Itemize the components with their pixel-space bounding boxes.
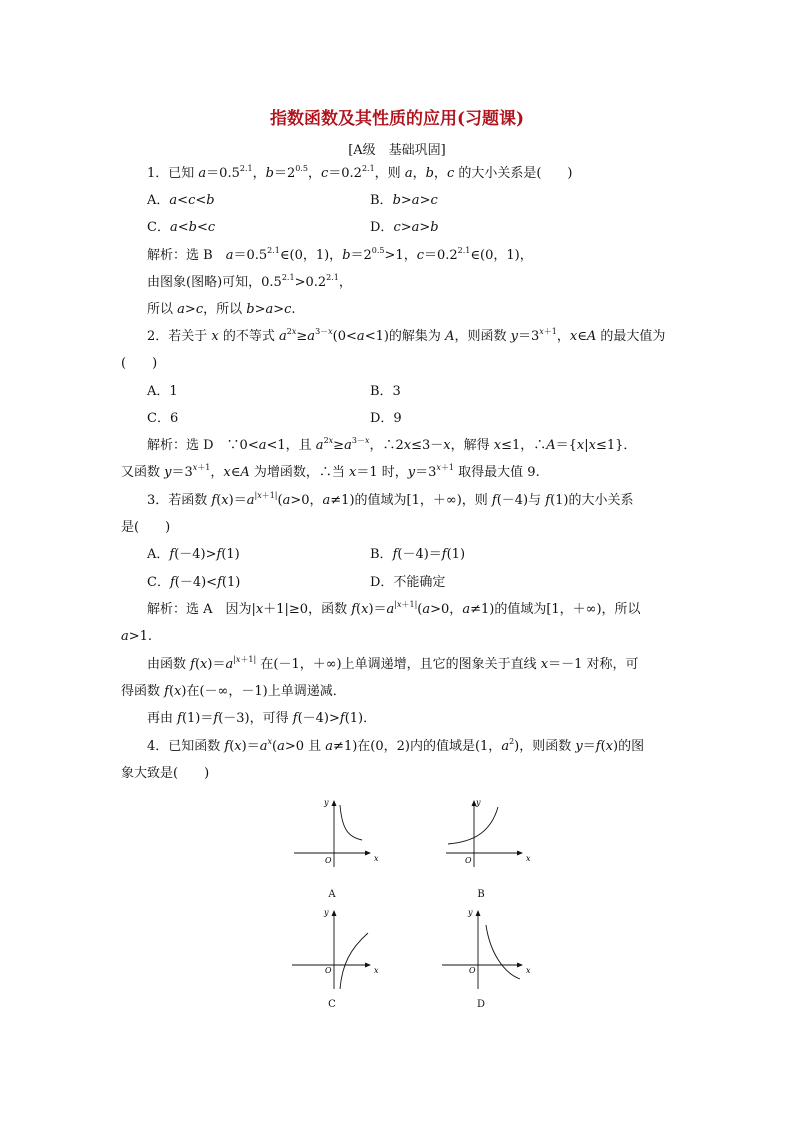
q4-stem-tail: 象大致是( ) [121, 766, 210, 781]
x-axis-arrow-icon [517, 851, 523, 856]
q1-solution-line: 解析：选 B $a=0.5^{2.1}\in(0$，1)，$b=2^{0.5}>1$，$c=0.2^{2.1}\in(0$，1)， [147, 246, 533, 263]
q3-stem: 3．若函数 $f(x)=a^{|x+1|}(a>0$，a≠1)的值域为[1，＋∞)，则 f(－4)与 f(1)的大小关系 [147, 491, 634, 508]
origin-label: O [325, 856, 332, 865]
y-axis-arrow-icon [332, 800, 337, 806]
y-axis-arrow-icon [332, 910, 337, 916]
q3-option-b: B．f(－4)＝f(1) [370, 547, 466, 562]
graph-a [288, 793, 378, 871]
y-label: y [324, 798, 329, 807]
curve [486, 925, 520, 979]
q2-option-a: A．1 [147, 384, 178, 399]
q1-option-a: A．a<c<b [147, 193, 215, 208]
graph-a-caption: A [328, 889, 336, 900]
q1-option-d: D．c>a>b [370, 220, 439, 235]
q3-stem-tail: 是( ) [121, 520, 171, 535]
q2-option-c: C．6 [147, 411, 179, 426]
x-axis-arrow-icon [517, 963, 523, 968]
q1-solution-line: 由图象(图略)可知，$0.5^{2.1}>0.2^{2.1}$， [147, 273, 352, 290]
q1-option-c: C．a<b<c [147, 220, 216, 235]
q2-solution-line: 又函数 $y=3^{x+1}$，x∈A 为增函数，∴当 x＝1 时，$y=3^{x+1}$ 取得最大值 9. [121, 463, 540, 480]
q1-solution-line: 所以 a>c，所以 b>a>c. [147, 302, 296, 317]
origin-label: O [469, 966, 476, 975]
q3-option-d: D．不能确定 [370, 575, 446, 590]
q4-stem: 4．已知函数 $f(x)=a^x(a>0$ 且 a≠1)在(0，2)内的值域是(1，$a^2$)，则函数 y＝f(x)的图 [147, 737, 645, 754]
q3-solution-line: 由函数 $f(x)=a^{|x+1|}$ 在(－1，＋∞)上单调递增，且它的图象关于直线 x＝－1 对称，可 [147, 655, 639, 672]
x-label: x [374, 966, 379, 975]
origin-label: O [465, 856, 472, 865]
q3-solution-line: 得函数 f(x)在(－∞，－1)上单调递减． [121, 684, 346, 699]
q1-stem: 1．已知 $a=0.5^{2.1}$，$b=2^{0.5}$，$c=0.2^{2.1}$，则 a，b，c 的大小关系是( ) [147, 164, 573, 181]
graph-d [440, 903, 530, 991]
q3-solution-line: a>1. [121, 629, 153, 644]
origin-label: O [325, 966, 332, 975]
x-axis-arrow-icon [365, 963, 371, 968]
page-title: 指数函数及其性质的应用(习题课) [269, 109, 525, 129]
graph-b [440, 793, 530, 871]
y-axis-arrow-icon [476, 910, 481, 916]
graph-b-caption: B [477, 889, 485, 900]
curve [340, 805, 362, 840]
y-label: y [324, 908, 329, 917]
curve [340, 933, 368, 989]
q2-stem-bracket: ( ) [121, 356, 158, 371]
graph-c [288, 903, 378, 991]
q2-solution-line: 解析：选 D ∵0<a<1，且 $a^{2x}\ge a^{3-x}$，∴2x≤3－x，解得 x≤1，∴A＝{x|x≤1}． [147, 436, 637, 453]
q3-option-c: C．f(－4)<f(1) [147, 575, 241, 590]
y-label: y [468, 908, 473, 917]
q2-stem: 2．若关于 x 的不等式 $a^{2x}\ge a^{3-x}(0<a<1)$的解集为 A，则函数 $y=3^{x+1}$，x∈A 的最大值为 [147, 327, 666, 344]
q1-option-b: B．b>a>c [370, 193, 438, 208]
x-label: x [526, 966, 531, 975]
x-label: x [374, 854, 379, 863]
q3-option-a: A．f(－4)>f(1) [147, 547, 240, 562]
q2-option-d: D．9 [370, 411, 402, 426]
graph-d-caption: D [476, 999, 486, 1010]
section-level: [A级 基础巩固] [348, 143, 446, 158]
q3-solution-line: 再由 f(1)＝f(－3)，可得 f(－4)>f(1)． [147, 711, 377, 726]
x-axis-arrow-icon [365, 851, 371, 856]
curve [448, 807, 498, 844]
q2-option-b: B．3 [370, 384, 401, 399]
q3-solution-line: 解析：选 A 因为|x＋1|≥0，函数 $f(x)=a^{|x+1|}(a>0$，a≠1)的值域为[1，＋∞)，所以 [147, 600, 641, 617]
y-label: y [476, 798, 481, 807]
graph-c-caption: C [328, 999, 336, 1010]
x-label: x [526, 854, 531, 863]
